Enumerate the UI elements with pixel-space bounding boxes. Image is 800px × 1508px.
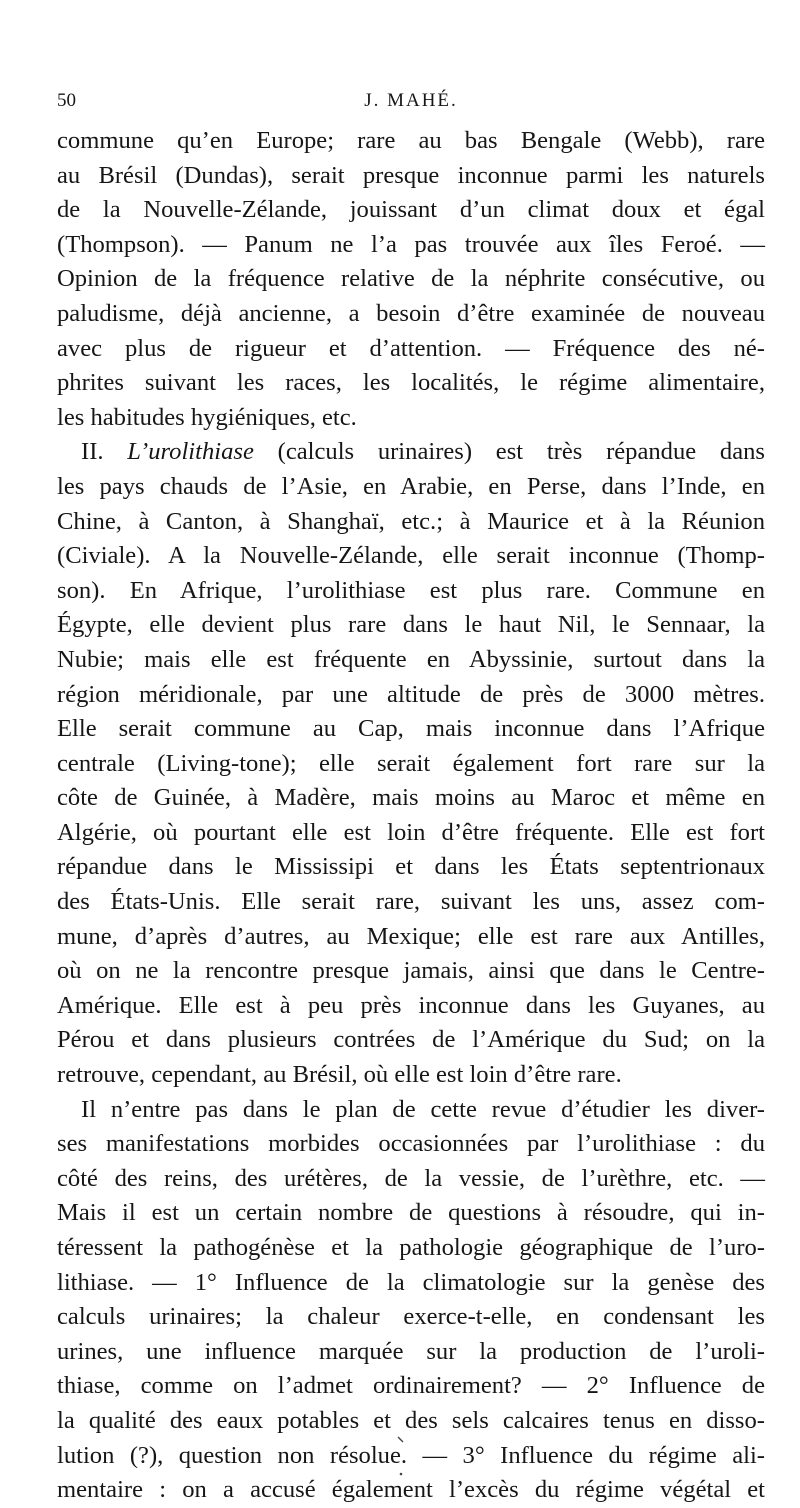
text-line: la qualité des eaux potables et des sels calcaires tenus en disso- xyxy=(57,1406,765,1434)
text-line: Opinion de la fréquence relative de la néphrite consécutive, ou xyxy=(57,265,765,293)
text-line: répandue dans le Mississipi et dans les États septentrionaux xyxy=(57,853,765,881)
text-line: Algérie, où pourtant elle est loin d’être fréquente. Elle est fort xyxy=(57,818,765,846)
text-line: lution (?), question non résolue. — 3° Influence du régime ali- xyxy=(57,1441,765,1469)
text-line: Pérou et dans plusieurs contrées de l’Amérique du Sud; on la xyxy=(57,1026,765,1054)
text-line: les habitudes hygiéniques, etc. xyxy=(57,403,357,431)
text-line: lithiase. — 1° Influence de la climatologie sur la genèse des xyxy=(57,1268,765,1296)
body-text xyxy=(57,124,765,1508)
text-line: des États-Unis. Elle serait rare, suivant les uns, assez com- xyxy=(57,888,765,916)
text-line: phrites suivant les races, les localités, le régime alimentaire, xyxy=(57,369,765,397)
text-line: mentaire : on a accusé également l’excès du régime végétal et xyxy=(57,1476,765,1504)
text-line: son). En Afrique, l’urolithiase est plus rare. Commune en xyxy=(57,576,765,604)
text-line: Nubie; mais elle est fréquente en Abyssinie, surtout dans la xyxy=(57,645,765,673)
text-line: calculs urinaires; la chaleur exerce-t-elle, en condensant les xyxy=(57,1303,765,1331)
text-line-first xyxy=(57,435,765,470)
text-line: Mais il est un certain nombre de questions à résoudre, qui in- xyxy=(57,1199,765,1227)
text-line: où on ne la rencontre presque jamais, ainsi que dans le Centre- xyxy=(57,957,765,985)
book-page xyxy=(57,90,765,1508)
text-line: de la Nouvelle-Zélande, jouissant d’un climat doux et égal xyxy=(57,196,765,224)
text-line: mune, d’après d’autres, au Mexique; elle est rare aux Antilles, xyxy=(57,922,765,950)
text-fragment: (calculs urinaires) est très répandue dans xyxy=(277,438,765,466)
text-line: région méridionale, par une altitude de près de 3000 mètres. xyxy=(57,680,765,708)
text-line: thiase, comme on l’admet ordinairement? — 2° Influence de xyxy=(57,1372,765,1400)
paragraph-nephritis xyxy=(57,124,765,435)
text-line: côté des reins, des urétères, de la vessie, de l’urèthre, etc. — xyxy=(57,1164,765,1192)
section-term: L’urolithiase xyxy=(127,438,254,466)
running-title: J. MAHÉ. xyxy=(364,90,458,111)
text-line: avec plus de rigueur et d’attention. — Fréquence des né- xyxy=(57,334,765,362)
text-line: Il n’entre pas dans le plan de cette revue d’étudier les diver- xyxy=(81,1095,765,1123)
text-line: Elle serait commune au Cap, mais inconnue dans l’Afrique xyxy=(57,715,765,743)
text-line: les pays chauds de l’Asie, en Arabie, en Perse, dans l’Inde, en xyxy=(57,472,765,500)
text-line: centrale (Living-tone); elle serait également fort rare sur la xyxy=(57,749,765,777)
running-head xyxy=(57,90,765,124)
text-line: Égypte, elle devient plus rare dans le haut Nil, le Sennaar, la xyxy=(57,611,765,639)
text-line: (Thompson). — Panum ne l’a pas trouvée aux îles Feroé. — xyxy=(57,230,765,258)
text-line: paludisme, déjà ancienne, a besoin d’être examinée de nouveau xyxy=(57,299,765,327)
text-line: Amérique. Elle est à peu près inconnue dans les Guyanes, au xyxy=(57,991,765,1019)
page-number: 50 xyxy=(57,90,76,111)
text-line: (Civiale). A la Nouvelle-Zélande, elle serait inconnue (Thomp- xyxy=(57,542,765,570)
text-line: au Brésil (Dundas), serait presque inconnue parmi les naturels xyxy=(57,161,765,189)
paragraph-questions xyxy=(57,1093,765,1508)
section-numeral: II. xyxy=(81,438,104,466)
text-line: commune qu’en Europe; rare au bas Bengale (Webb), rare xyxy=(57,127,765,154)
text-line: côte de Guinée, à Madère, mais moins au Maroc et même en xyxy=(57,784,765,812)
text-line: retrouve, cependant, au Brésil, où elle est loin d’être rare. xyxy=(57,1061,622,1089)
text-line: téressent la pathogénèse et la pathologie géographique de l’uro- xyxy=(57,1234,765,1261)
paragraph-urolithiasis xyxy=(57,435,765,1092)
text-line: Chine, à Canton, à Shanghaï, etc.; à Maurice et à la Réunion xyxy=(57,507,765,535)
text-line: ses manifestations morbides occasionnées par l’urolithiase : du xyxy=(57,1130,765,1158)
text-line: urines, une influence marquée sur la production de l’uroli- xyxy=(57,1337,765,1365)
